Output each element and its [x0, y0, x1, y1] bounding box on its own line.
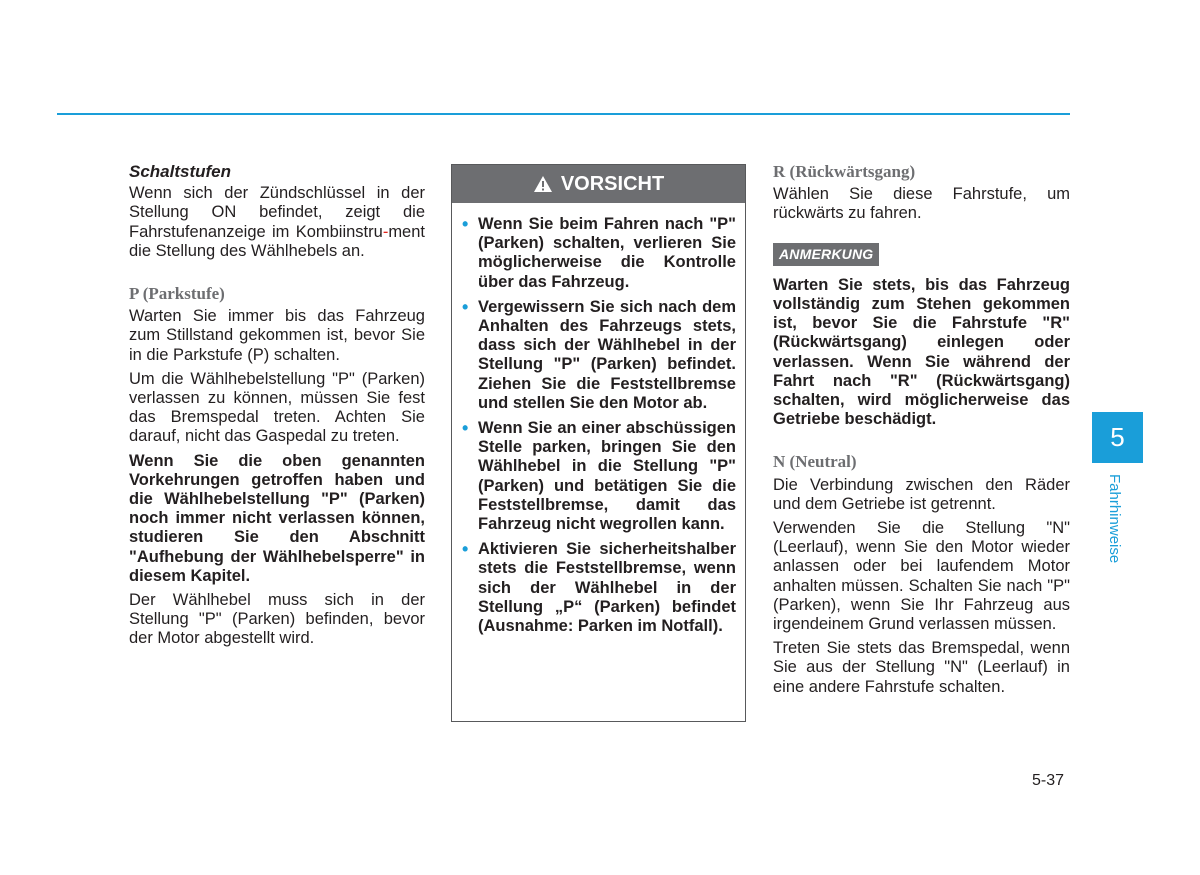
caution-item: • Wenn Sie an einer abschüssigen Stelle parken, bringen Sie den Wählhebel in die Stellung "P" (Parken) und betätigen Sie die Feststellbremse, damit das Fahrzeug nicht wegrollen kann. [462, 418, 736, 534]
caution-item: • Vergewissern Sie sich nach dem Anhalten des Fahrzeugs stets, dass sich der Wählhebel in der Stellung "P" (Parken) befindet. Ziehen Sie die Feststellbremse und stellen Sie den Motor ab. [462, 296, 736, 412]
bullet-icon: • [462, 296, 469, 317]
p-heading: P (Parkstufe) [129, 284, 225, 304]
note-label: ANMERKUNG [773, 243, 879, 266]
bullet-icon: • [462, 214, 469, 234]
p-paragraph-1: Warten Sie immer bis das Fahrzeug zum Stillstand gekommen ist, bevor Sie in die Parkstufe (P) schalten. [129, 307, 425, 364]
chapter-label: Fahrhinweise [1106, 474, 1123, 564]
p-paragraph-3: Der Wählhebel muss sich in der Stellung "P" (Parken) befinden, bevor der Motor abgestellt wird. [129, 591, 425, 648]
warning-triangle-icon [533, 175, 553, 193]
n-paragraph-2: Verwenden Sie die Stellung "N" (Leerlauf), wenn Sie den Motor wieder anlassen oder bei laufendem Motor anhalten müssen. Schalten Sie nach "P" (Parken), wenn Sie Ihr Fahrzeug aus irgendeinem Grund verlassen müssen. [773, 519, 1070, 634]
caution-box [451, 164, 746, 722]
r-heading: R (Rückwärtsgang) [773, 162, 916, 181]
section-title: Schaltstufen [129, 162, 232, 181]
bullet-icon: • [462, 539, 469, 560]
n-paragraph-3: Treten Sie stets das Bremspedal, wenn Sie aus der Stellung "N" (Leerlauf) in eine andere Fahrstufe schalten. [773, 639, 1070, 696]
p-paragraph-2: Um die Wählhebelstellung "P" (Parken) verlassen zu können, müssen Sie fest das Bremspedal treten. Achten Sie darauf, nicht das Gaspedal zu treten. [129, 369, 425, 446]
left-column [129, 162, 425, 654]
n-heading: N (Neutral) [773, 452, 857, 472]
caution-title: VORSICHT [560, 172, 665, 195]
bullet-icon: • [462, 418, 469, 439]
right-column [773, 162, 1070, 702]
page-number: 5-37 [1032, 772, 1065, 789]
intro-paragraph: Wenn sich der Zündschlüssel in der Stellung ON befindet, zeigt die Fahrstufenanzeige im Kombiinstru-ment die Stellung des Wählhebels an. [129, 184, 425, 260]
header-rule [57, 113, 1070, 115]
chapter-tab: 5 [1092, 412, 1143, 463]
caution-header [452, 165, 745, 203]
caution-item: • Wenn Sie beim Fahren nach "P" (Parken) schalten, verlieren Sie möglicherweise die Kontrolle über das Fahrzeug. [462, 214, 736, 291]
n-paragraph-1: Die Verbindung zwischen den Räder und dem Getriebe ist getrennt. [773, 475, 1070, 513]
note-text: Warten Sie stets, bis das Fahrzeug vollständig zum Stehen gekommen ist, bevor Sie die Fahrstufe "R" (Rückwärtsgang) einlegen oder verlassen. Wenn Sie während der Fahrt nach "R" (Rückwärtsgang) schalten, wird möglicherweise das Getriebe beschädigt. [773, 275, 1070, 429]
caution-item: • Aktivieren Sie sicherheitshalber stets die Feststellbremse, wenn sich der Wählhebel in der Stellung „P“ (Parken) befindet (Ausnahme: Parken im Notfall). [462, 539, 736, 636]
caution-list [452, 203, 745, 636]
r-paragraph: Wählen Sie diese Fahrstufe, um rückwärts zu fahren. [773, 185, 1070, 223]
p-bold-paragraph: Wenn Sie die oben genannten Vorkehrungen getroffen haben und die Wählhebelstellung "P" (Parken) noch immer nicht verlassen können, studieren Sie den Abschnitt "Aufhebung der Wählhebelsperre" in diesem Kapitel. [129, 451, 425, 585]
